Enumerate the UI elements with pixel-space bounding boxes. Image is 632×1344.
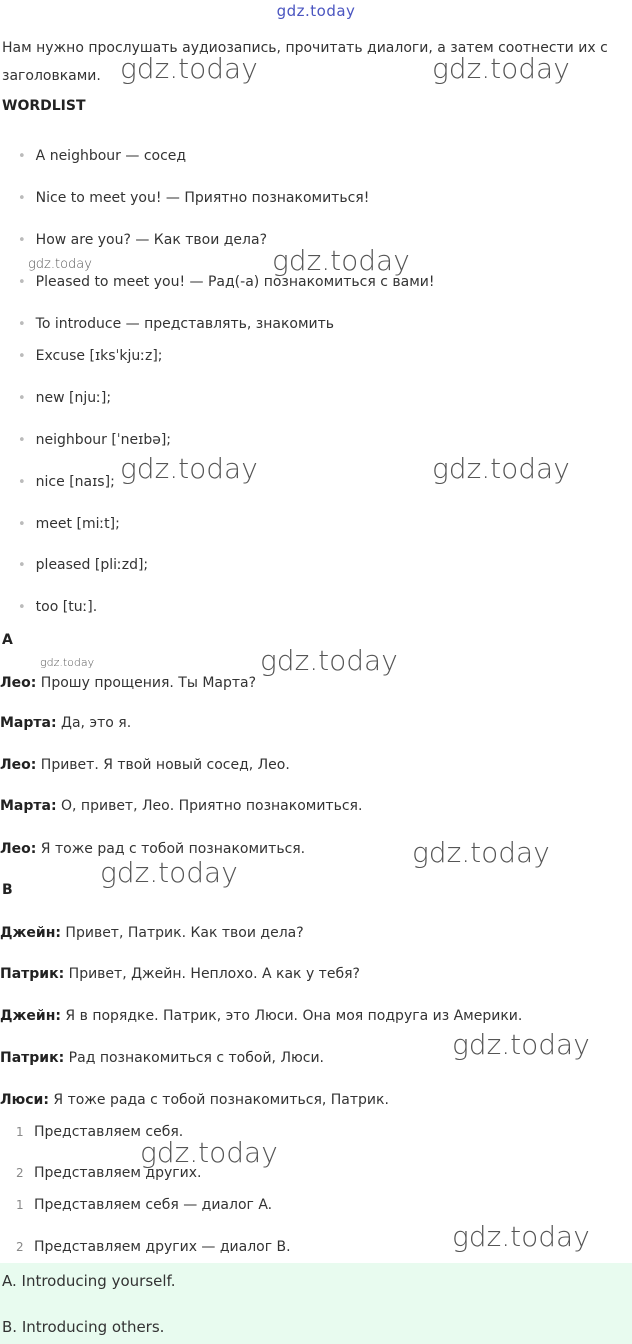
line-text: Рад познакомиться с тобой, Люси.: [64, 1050, 324, 1066]
list-item: • How are you? — Как твои дела?: [18, 232, 267, 248]
watermark: gdz.today: [272, 244, 410, 277]
dialog-line: [0, 675, 256, 691]
line-text: Да, это я.: [56, 715, 132, 731]
dialog-line: [0, 1008, 522, 1024]
speaker-name: Люси:: [0, 1092, 49, 1108]
watermark: gdz.today: [412, 836, 550, 869]
intro-text: Нам нужно прослушать аудиозапись, прочитать диалоги, а затем соотнести их с заголовками.: [2, 40, 608, 84]
watermark: gdz.today: [40, 656, 95, 669]
dialog-b-heading: B: [2, 882, 13, 898]
list-item: • pleased [pliːzd];: [18, 557, 148, 573]
list-item: • Nice to meet you! — Приятно познакомиться!: [18, 190, 369, 206]
dialog-line: [0, 925, 304, 941]
dialog-line: [0, 966, 360, 982]
item-text: Представляем других — диалог B.: [34, 1239, 291, 1255]
speaker-name: Марта:: [0, 715, 57, 731]
watermark: gdz.today: [100, 856, 238, 889]
watermark: gdz.today: [260, 644, 398, 677]
line-text: Привет, Патрик. Как твои дела?: [60, 925, 304, 941]
item-text: Представляем себя — диалог A.: [34, 1197, 273, 1213]
list-item: • To introduce — представлять, знакомить: [18, 316, 334, 332]
line-text: Прошу прощения. Ты Марта?: [36, 675, 257, 691]
list-item: • meet [miːt];: [18, 516, 120, 532]
answer-item: A. Introducing yourself.: [2, 1272, 176, 1290]
list-item: • new [njuː];: [18, 390, 111, 406]
watermark: gdz.today: [452, 1028, 590, 1061]
watermark: gdz.today: [140, 1136, 278, 1169]
watermark: gdz.today: [432, 452, 570, 485]
list-item: • too [tuː].: [18, 599, 97, 615]
dialog-line: [0, 1092, 389, 1108]
list-item: • Excuse [ɪksˈkjuːz];: [18, 348, 163, 364]
item-number: 1: [16, 1198, 24, 1212]
dialog-line: [0, 757, 290, 773]
line-text: Я в порядке. Патрик, это Люси. Она моя подруга из Америки.: [60, 1008, 523, 1024]
line-text: Я тоже рад с тобой познакомиться.: [36, 841, 306, 857]
numbered-item: [16, 1197, 272, 1213]
watermark: gdz.today: [432, 52, 570, 85]
speaker-name: Джейн:: [0, 925, 61, 941]
list-item: • Pleased to meet you! — Рад(-а) познакомиться с вами!: [18, 274, 435, 290]
answer-item: B. Introducing others.: [2, 1318, 165, 1336]
watermark: gdz.today: [120, 452, 258, 485]
item-text: Представляем себя.: [34, 1124, 184, 1140]
watermark: gdz.today: [120, 52, 258, 85]
speaker-name: Патрик:: [0, 1050, 65, 1066]
list-item: • A neighbour — сосед: [18, 148, 186, 164]
watermark: gdz.today: [28, 257, 92, 272]
line-text: Привет, Джейн. Неплохо. А как у тебя?: [64, 966, 360, 982]
line-text: Привет. Я твой новый сосед, Лео.: [36, 757, 290, 773]
dialog-line: [0, 1050, 324, 1066]
wordlist-heading: WORDLIST: [2, 98, 86, 114]
dialog-a-heading: A: [2, 632, 13, 648]
item-number: 2: [16, 1240, 24, 1254]
dialog-line: [0, 841, 305, 857]
numbered-item: [16, 1239, 291, 1255]
item-number: 2: [16, 1166, 24, 1180]
watermark: gdz.today: [452, 1220, 590, 1253]
line-text: Я тоже рада с тобой познакомиться, Патрик.: [48, 1092, 389, 1108]
item-number: 1: [16, 1125, 24, 1139]
list-item: • neighbour [ˈneɪbə];: [18, 432, 171, 448]
speaker-name: Лео:: [0, 757, 37, 773]
item-text: Представляем других.: [34, 1165, 202, 1181]
dialog-line: [0, 798, 362, 814]
list-item: • nice [naɪs];: [18, 474, 115, 490]
line-text: О, привет, Лео. Приятно познакомиться.: [56, 798, 363, 814]
speaker-name: Джейн:: [0, 1008, 61, 1024]
dialog-line: [0, 715, 131, 731]
speaker-name: Лео:: [0, 841, 37, 857]
speaker-name: Лео:: [0, 675, 37, 691]
site-logo: gdz.today: [276, 2, 356, 20]
speaker-name: Марта:: [0, 798, 57, 814]
speaker-name: Патрик:: [0, 966, 65, 982]
